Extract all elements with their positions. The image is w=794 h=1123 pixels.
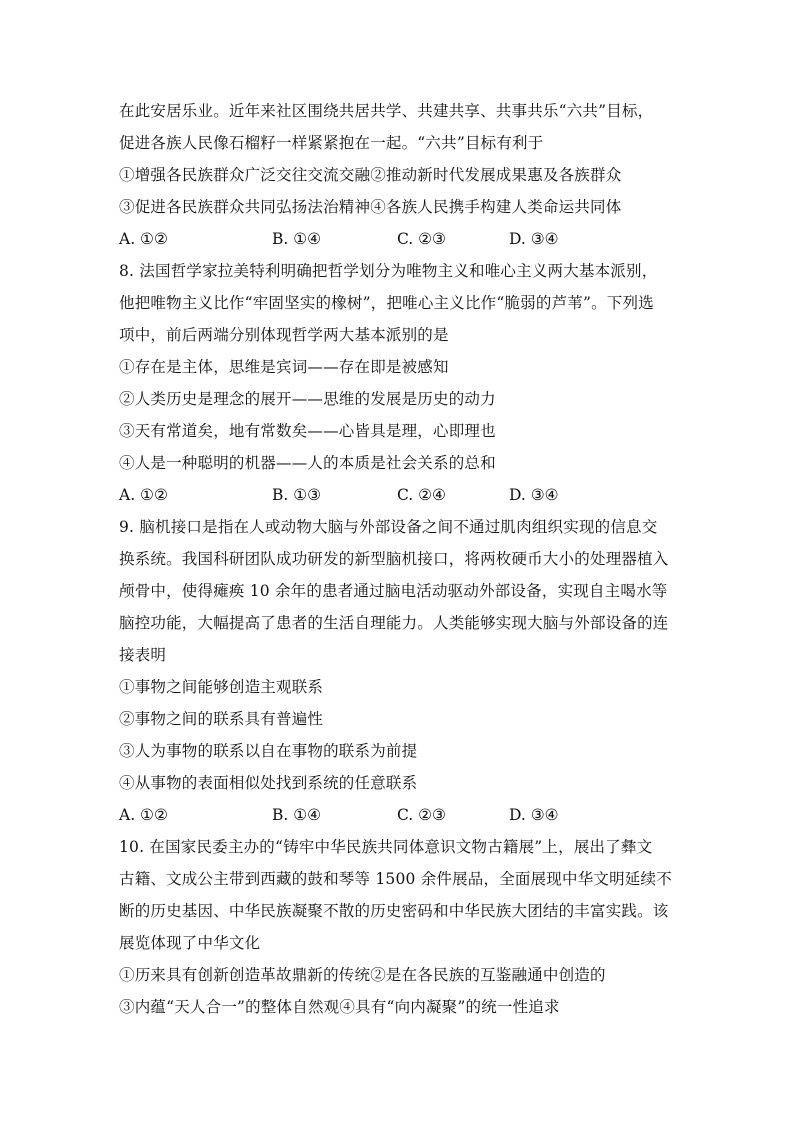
q9-stem-line: 9. 脑机接口是指在人或动物大脑与外部设备之间不通过肌肉组织实现的信息交 bbox=[119, 518, 658, 536]
q7-text-line: 促进各族人民像石榴籽一样紧紧抱在一起。“六共”目标有利于 bbox=[119, 134, 544, 152]
q8-option-b: B. ①③ bbox=[272, 486, 322, 504]
q7-text-line: 在此安居乐业。近年来社区围绕共居共学、共建共享、共事共乐“六共”目标， bbox=[119, 102, 654, 120]
q10-statement-line: ①历来具有创新创造革故鼎新的传统②是在各民族的互鉴融通中创造的 bbox=[119, 966, 606, 984]
q8-statement-line: ②人类历史是理念的展开——思维的发展是历史的动力 bbox=[119, 390, 496, 408]
q8-statement-line: ④人是一种聪明的机器——人的本质是社会关系的总和 bbox=[119, 454, 496, 472]
q7-option-c: C. ②③ bbox=[397, 230, 446, 248]
q10-stem-line: 古籍、文成公主带到西藏的鼓和琴等 1500 余件展品，全面展现中华文明延续不 bbox=[119, 870, 672, 888]
q7-statement-line: ③促进各民族群众共同弘扬法治精神④各族人民携手构建人类命运共同体 bbox=[119, 198, 622, 216]
q9-statement-line: ①事物之间能够创造主观联系 bbox=[119, 678, 324, 696]
q10-statement-line: ③内蕴“天人合一”的整体自然观④具有“向内凝聚”的统一性追求 bbox=[119, 998, 560, 1016]
q9-stem-line: 接表明 bbox=[119, 646, 167, 664]
q8-stem-line: 项中，前后两端分别体现哲学两大基本派别的是 bbox=[119, 326, 449, 344]
q7-statement-line: ①增强各民族群众广泛交往交流交融②推动新时代发展成果惠及各族群众 bbox=[119, 166, 622, 184]
q8-option-a: A. ①② bbox=[119, 486, 168, 504]
q9-option-c: C. ②③ bbox=[397, 806, 446, 824]
q8-statement-line: ①存在是主体，思维是宾词——存在即是被感知 bbox=[119, 358, 449, 376]
q9-option-b: B. ①④ bbox=[272, 806, 322, 824]
q7-option-b: B. ①④ bbox=[272, 230, 322, 248]
q9-option-a: A. ①② bbox=[119, 806, 168, 824]
q8-statement-line: ③天有常道矣，地有常数矣——心皆具是理，心即理也 bbox=[119, 422, 496, 440]
q9-stem-line: 脑控功能，大幅提高了患者的生活自理能力。人类能够实现大脑与外部设备的连 bbox=[119, 614, 669, 632]
q8-stem-line: 8. 法国哲学家拉美特利明确把哲学划分为唯物主义和唯心主义两大基本派别， bbox=[119, 262, 658, 280]
q9-statement-line: ④从事物的表面相似处找到系统的任意联系 bbox=[119, 774, 418, 792]
q9-statement-line: ③人为事物的联系以自在事物的联系为前提 bbox=[119, 742, 418, 760]
q10-stem-line: 断的历史基因、中华民族凝聚不散的历史密码和中华民族大团结的丰富实践。该 bbox=[119, 902, 669, 920]
q9-stem-line: 颅骨中，使得瘫痪 10 余年的患者通过脑电活动驱动外部设备，实现自主喝水等 bbox=[119, 582, 668, 600]
q9-stem-line: 换系统。我国科研团队成功研发的新型脑机接口，将两枚硬币大小的处理器植入 bbox=[119, 550, 669, 568]
q9-option-d: D. ③④ bbox=[509, 806, 559, 824]
q10-stem-line: 10. 在国家民委主办的“铸牢中华民族共同体意识文物古籍展”上，展出了彝文 bbox=[119, 838, 653, 856]
q8-stem-line: 他把唯物主义比作“牢固坚实的橡树”，把唯心主义比作“脆弱的芦苇”。下列选 bbox=[119, 294, 654, 312]
q10-stem-line: 展览体现了中华文化 bbox=[119, 934, 261, 952]
q9-statement-line: ②事物之间的联系具有普遍性 bbox=[119, 710, 324, 728]
q8-option-d: D. ③④ bbox=[509, 486, 559, 504]
q8-option-c: C. ②④ bbox=[397, 486, 446, 504]
q7-option-a: A. ①② bbox=[119, 230, 168, 248]
q7-option-d: D. ③④ bbox=[509, 230, 559, 248]
